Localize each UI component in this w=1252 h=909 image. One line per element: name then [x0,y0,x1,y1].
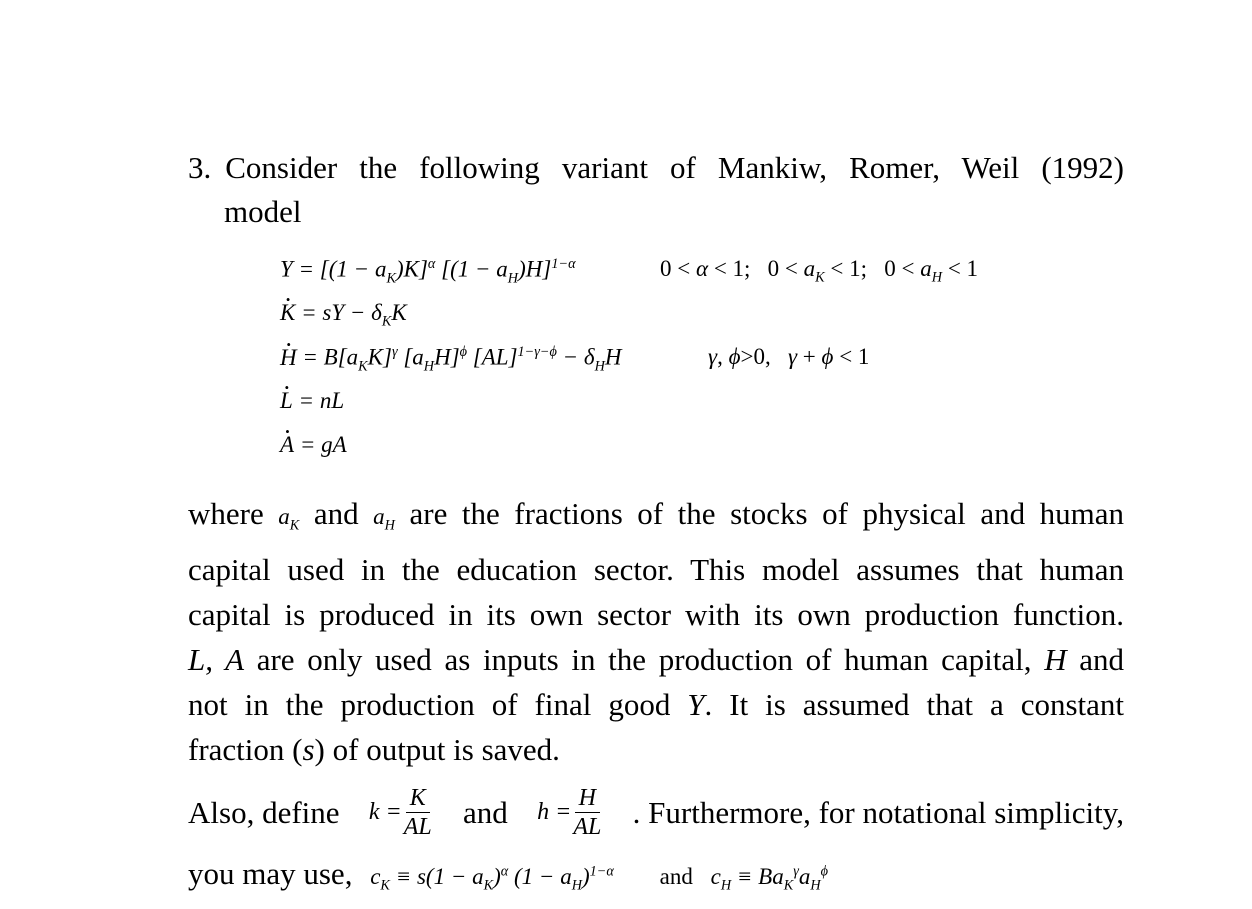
also-suffix: . Furthermore, for notational simplicity, [632,794,1124,830]
question-heading [188,146,1124,234]
use-prefix: you may use, [188,856,353,891]
definitions-line [188,784,1124,841]
para-math: s [302,731,315,767]
para-text: are only used as inputs in the production of human capital, [256,641,1032,677]
shorthand-line [188,856,828,895]
equation-human-capital-condition: γ, ϕ>0, γ + ϕ < 1 [708,344,870,369]
also-prefix: Also, define [188,794,340,830]
c-h-definition: $c_H \equiv Ba_K^\gamma a_H^\phi$ [710,863,829,894]
description-paragraph: where $a_K$ and $a_H$ are the fractions of the stocks of physical and human capital used in the education sector. This model assumes that human capital is produced in its own sector with its own production function. L, A are only used as inputs in the production of human capital, H and not in the production of final good Y. It is assumed that a constant fraction (s) of output is saved. [188,496,1125,767]
para-text: not in the production of final good [188,686,671,722]
para-text: fraction ( [188,731,303,767]
h-definition: h = $\frac{H}{AL}$ [537,785,602,840]
para-text: and [313,496,359,531]
use-and: and [659,864,693,889]
equation-output-condition: 0 < α < 1; $0 < a_K < 1$; $0 < a_H < 1$ [660,256,979,286]
para-text: are the fractions of the stocks of physical and human [409,496,1125,531]
equation-technology: · A = gA [280,432,347,458]
para-text: ) of output is saved. [314,731,560,767]
para-math: H [1044,641,1067,677]
para-math: Y [687,686,705,722]
para-text: where [188,496,264,531]
equation-physical-capital: · K = sY − $\delta_KK$ [280,300,407,331]
question-text-line2: model [224,194,302,229]
k-definition: k = $\frac{K}{AL}$ [368,785,432,840]
para-text: . It is assumed that a constant [704,686,1124,722]
equation-output: $Y = [(1 - a_K)K]^\alpha$ $[(1 - a_H)H]^{1-\alpha}$ [280,256,576,287]
equation-human-capital: · $H = B[a_KK]^\gamma$ $[a_HH]^\phi$ $[AL]^{1-\gamma-\phi} - \delta_HH$ [280,344,622,375]
para-line: capital used in the education sector. This model assumes that human [188,552,1124,588]
para-math: L, A [188,641,245,677]
para-line: capital is produced in its own sector with its own production function. [188,597,1124,633]
question-text-line1: Consider the following variant of Mankiw, Romer, Weil (1992) [225,150,1124,185]
c-k-definition: $c_K \equiv s(1 - a_K)^\alpha$ $(1 - a_H)^{1-\alpha}$ [370,863,614,894]
equation-labor: · L = nL [280,388,344,414]
para-text: and [1079,641,1125,677]
also-and: and [463,794,508,830]
question-number: 3. [188,150,212,185]
